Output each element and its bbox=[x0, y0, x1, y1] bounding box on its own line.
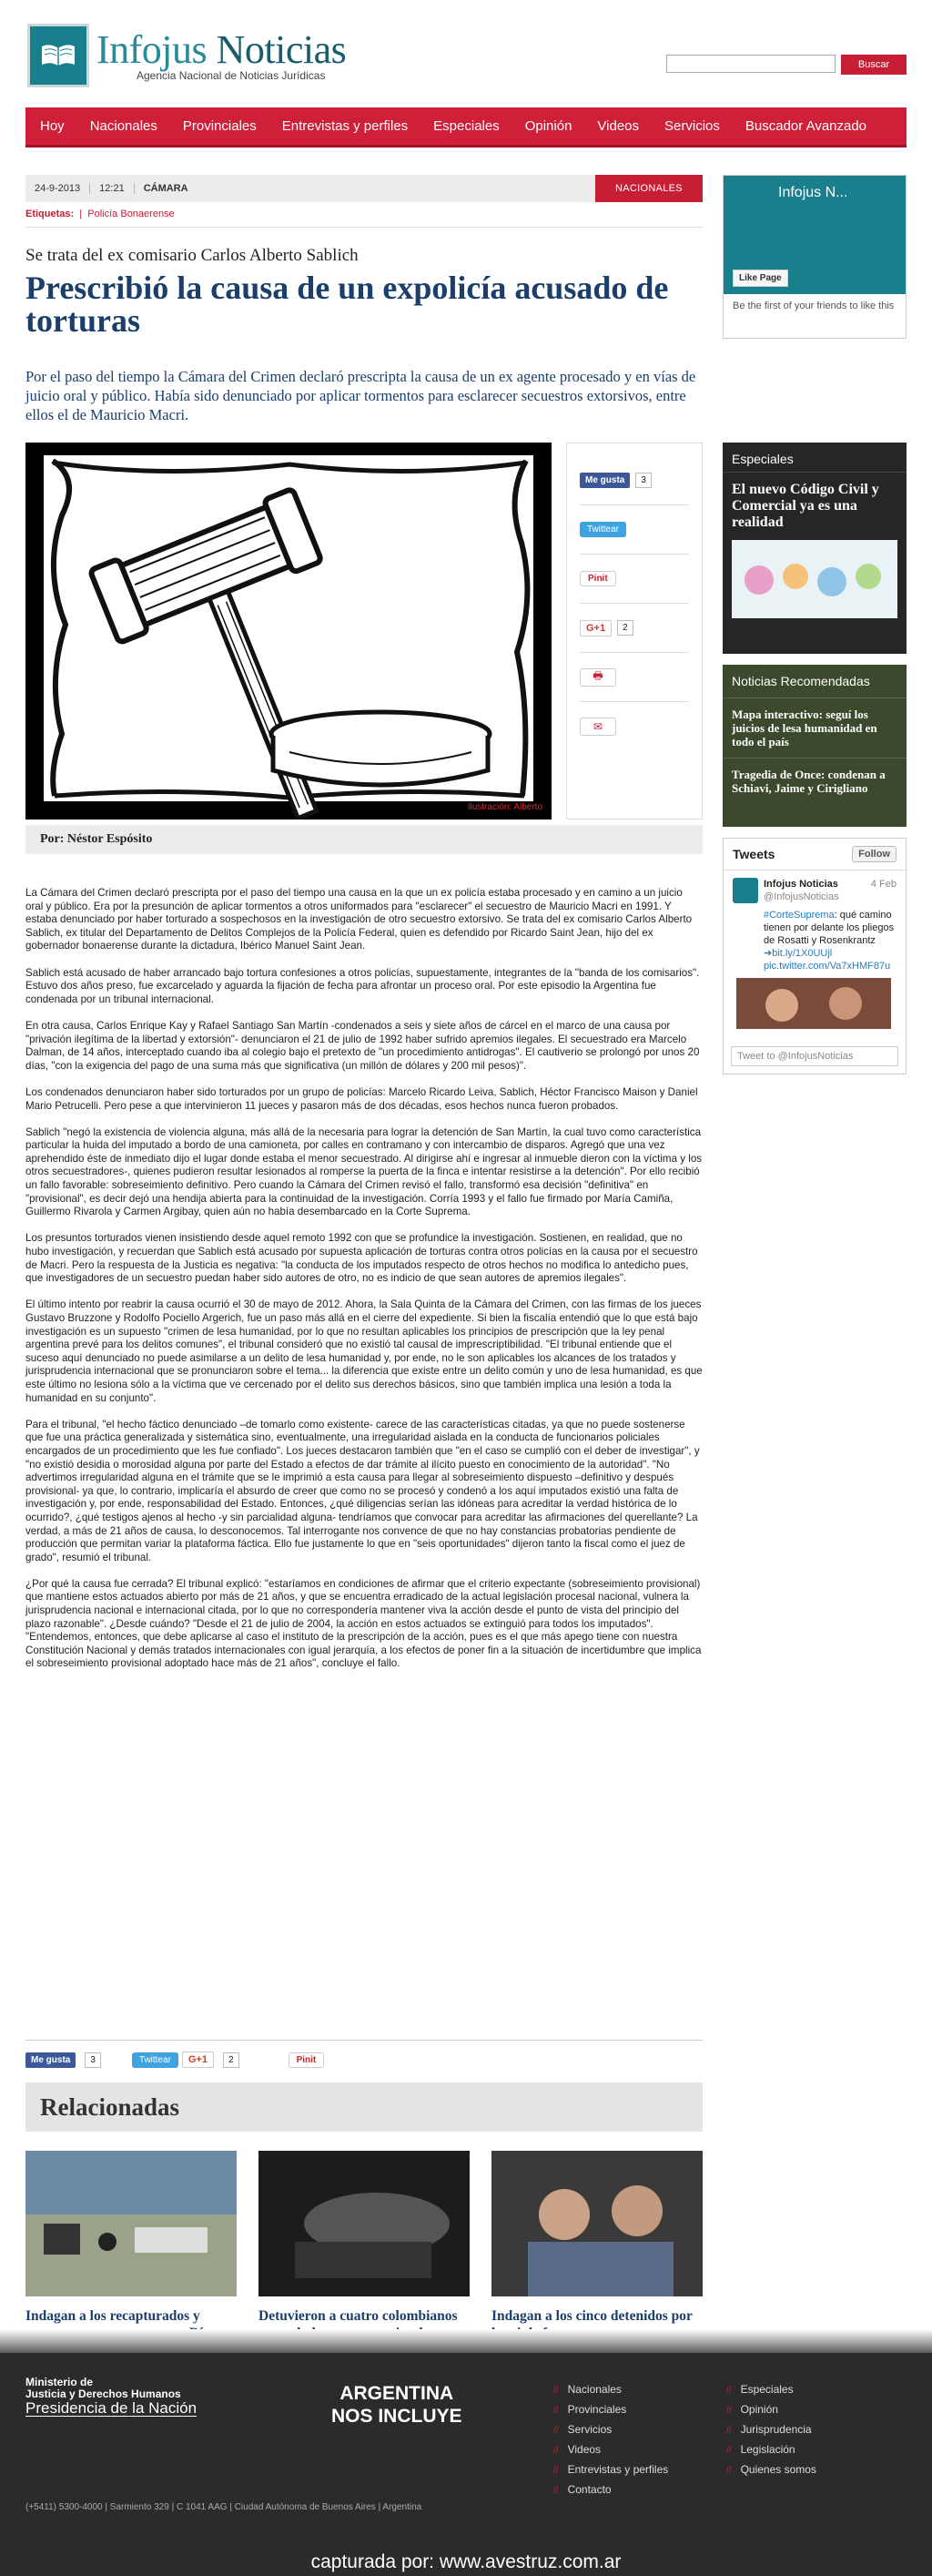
related-item[interactable] bbox=[491, 2151, 703, 2342]
tweet-handle[interactable]: @InfojusNoticias bbox=[764, 891, 839, 902]
tweets-heading: Tweets bbox=[733, 847, 775, 861]
especiales-banner[interactable] bbox=[732, 540, 897, 618]
article-paragraph: En otra causa, Carlos Enrique Kay y Rafael Santiago San Martín -condenados a seis y siete años de cárcel en el marco de una causa por "privación ilegítima de la libertad y extorsión"- denunciaron el 21 de julio de 1992 haber sufrido apremios ilegales. El secuestrado era Marcelo Dalman, de 14 años, interceptado cuando iba al colegio bajo el pretexto de "un procedimiento antidrogas". El cautiverio se prolongó por unos 20 días, "con la exigencia del pago de una suma más que significativa (un millón de dólares y 200 mil pesos)". bbox=[25, 1019, 700, 1072]
article-place: CÁMARA bbox=[143, 183, 188, 194]
footer-link[interactable]: // Nacionales bbox=[553, 2380, 668, 2400]
article-time: 12:21 bbox=[90, 183, 135, 194]
pinterest-button-bottom[interactable]: Pinit bbox=[289, 2052, 325, 2068]
facebook-page-like-button[interactable]: Like Page bbox=[733, 270, 788, 287]
article-paragraph: Sablich "negó la existencia de violencia alguna, más allá de la necesaria para lograr la detención de San Martín, la cual tuvo como característica particular la huida del imputado a bordo de una camioneta, por calles en contramano y con intercambio de disparos. Agregó que una vez aprehendido éste de inmediato dijo el lugar donde estaba el menor secuestrado. Al dirigirse ahí e ingresar al inmueble dieron con la víctima y los otros secuestradores-, quienes pudieron resultar lesionados al romperse la puerta de la finca e intentar resistirse a la detención". Por ello recibió un fallo favorable: sobreseimiento definitivo. Pero cuando la Cámara del Crimen revisó el fallo, transformó esa decisión "definitiva" en "provisional", es decir dejó una hendija abierta para la continuidad de la investigación. Corría 1993 y el fallo fue firmado por María Camiña, Guillermo Rivarola y Carmen Argibay, quien aún no había desembarcado en la Corte Suprema. bbox=[25, 1125, 703, 1218]
site-logo[interactable] bbox=[27, 24, 346, 87]
footer-link[interactable]: // Videos bbox=[553, 2440, 668, 2460]
section-badge[interactable]: NACIONALES bbox=[595, 175, 703, 202]
site-footer bbox=[0, 2353, 932, 2576]
nav-item-entrevistas[interactable]: Entrevistas y perfiles bbox=[281, 118, 409, 134]
nav-item-servicios[interactable]: Servicios bbox=[664, 118, 720, 134]
photo-caption: Ilustración: Alberto bbox=[467, 802, 542, 812]
article-kicker: Se trata del ex comisario Carlos Alberto Sablich bbox=[25, 246, 359, 265]
share-panel bbox=[566, 443, 703, 820]
recomendadas-heading: Noticias Recomendadas bbox=[723, 665, 907, 698]
facebook-like-count-bottom: 3 bbox=[85, 2052, 101, 2068]
search-input[interactable] bbox=[666, 55, 836, 73]
footer-argentina-line2: NOS INCLUYE bbox=[331, 2406, 462, 2427]
footer-link[interactable]: // Entrevistas y perfiles bbox=[553, 2460, 668, 2480]
footer-links-col1 bbox=[553, 2380, 668, 2500]
article-paragraph: La Cámara del Crimen declaró prescripta por el paso del tiempo una causa en la que un ex policía estaba procesado y en camino a un juicio oral y público. Era por la presunción de aplicar tormentos a otros uniformados para "esclarecer" el secuestro de Mauricio Macri en 1991. Y estaba denunciado por haber torturado a sospechosos en la investigación de otro secuestro extorsivo. Se trata del ex comisario Carlos Alberto Sablich, ex titular del Departamento de Delitos Complejos de la Policía Federal, quien es defendido por Ricardo Saint Jean, hijo del ex gobernador bonaerense durante la dictadura, Ibérico Manuel Saint Jean. bbox=[25, 887, 693, 952]
tweet-author[interactable]: Infojus Noticias bbox=[764, 879, 838, 890]
capture-credit: capturada por: www.avestruz.com.ar bbox=[310, 2551, 622, 2572]
facebook-widget bbox=[723, 175, 907, 339]
nav-item-nacionales[interactable]: Nacionales bbox=[89, 118, 157, 134]
logo-word-noticias: Noticias bbox=[216, 27, 347, 72]
article-date: 24-9-2013 bbox=[25, 183, 90, 194]
gplus-button[interactable]: G+1 bbox=[580, 620, 612, 636]
recomendadas-widget bbox=[723, 665, 907, 827]
footer-link[interactable]: // Legislación bbox=[726, 2440, 816, 2460]
gplus-button-bottom[interactable]: G+1 bbox=[182, 2052, 214, 2068]
footer-link[interactable]: // Contacto bbox=[553, 2480, 668, 2500]
article-lead: Por el paso del tiempo la Cámara del Crimen declaró prescripta la causa de un ex agente procesado y en vías de juicio oral y público. Había sido denunciado por aplicar tormentos para esclarecer secuestros extorsivos, entre ellos el de Mauricio Macri. bbox=[25, 368, 696, 423]
facebook-like-button-bottom[interactable]: Me gusta bbox=[25, 2052, 76, 2068]
search-form bbox=[666, 55, 907, 75]
pinterest-button[interactable]: Pinit bbox=[580, 571, 616, 586]
especiales-heading: Especiales bbox=[723, 443, 907, 473]
nav-item-provinciales[interactable]: Provinciales bbox=[182, 118, 257, 134]
twitter-widget bbox=[723, 838, 907, 1074]
article-paragraph: Los presuntos torturados vienen insistiendo desde aquel remoto 1992 con que se profundice la investigación. Sostienen, en realidad, que no hubo investigación, y recuerdan que Sablich está acusado por supuesta aplicación de torturas contra otros policías en la causa por el secuestro de Macri. Pero la respuesta de la Justicia es negativa: "la conducta de los imputados respecto de otros hechos no modifica lo antedicho pues, que investigadores de un secuestro puedan haber sido autores de otro, no es indicio de que sean autores de apremios ilegales". bbox=[25, 1232, 698, 1285]
email-icon[interactable]: ✉ bbox=[580, 718, 616, 736]
tweet-to-input[interactable]: Tweet to @InfojusNoticias bbox=[731, 1046, 898, 1066]
nav-item-especiales[interactable]: Especiales bbox=[433, 118, 500, 134]
article-meta bbox=[25, 175, 703, 202]
related-title[interactable]: Indagan a los cinco detenidos por bbox=[491, 2308, 693, 2324]
tags-label: Etiquetas: bbox=[25, 209, 75, 219]
nav-item-hoy[interactable]: Hoy bbox=[40, 118, 65, 134]
gplus-count-bottom: 2 bbox=[223, 2052, 239, 2068]
nav-item-videos[interactable]: Videos bbox=[597, 118, 640, 134]
especiales-title[interactable]: El nuevo Código Civil y Comercial ya es una realidad bbox=[732, 482, 879, 530]
gplus-count: 2 bbox=[617, 620, 633, 636]
search-button[interactable]: Buscar bbox=[841, 55, 907, 75]
footer-argentina-line1: ARGENTINA bbox=[339, 2383, 454, 2404]
twitter-follow-button[interactable]: Follow bbox=[852, 846, 897, 862]
tag-link[interactable]: Policía Bonaerense bbox=[87, 209, 175, 219]
recomendada-link[interactable]: Tragedia de Once: condenan a Schiavi, Jaime y Cirigliano bbox=[732, 768, 886, 795]
tweet-avatar[interactable] bbox=[733, 878, 758, 903]
logo-word-infojus: Infojus bbox=[96, 27, 208, 72]
facebook-page-name[interactable]: Infojus N... bbox=[778, 185, 848, 200]
print-icon[interactable]: 🖶 bbox=[580, 668, 616, 687]
bottom-share-bar bbox=[25, 2040, 703, 2068]
article-body bbox=[25, 887, 703, 1685]
site-header bbox=[0, 0, 932, 100]
related-title[interactable]: Detuvieron a cuatro colombianos bbox=[258, 2308, 458, 2324]
related-heading: Relacionadas bbox=[25, 2082, 703, 2132]
article-title: Prescribió la causa de un expolicía acusado de torturas bbox=[25, 270, 669, 339]
tweet-photo[interactable] bbox=[736, 978, 891, 1029]
tweet-pic-link[interactable]: pic.twitter.com/Va7xHMF87u bbox=[764, 961, 891, 972]
tags: Etiquetas: | Policía Bonaerense bbox=[25, 209, 703, 228]
related-title[interactable]: Indagan a los recapturados y bbox=[25, 2308, 200, 2324]
main-nav bbox=[25, 107, 907, 148]
footer-ministry-line2: Justicia y Derechos Humanos bbox=[25, 2388, 181, 2400]
recomendada-link[interactable]: Mapa interactivo: seguí los juicios de lesa humanidad en todo el país bbox=[723, 698, 907, 759]
footer-link[interactable]: // Especiales bbox=[726, 2380, 816, 2400]
footer-argentina-logo bbox=[331, 2382, 462, 2428]
twitter-button[interactable]: Twittear bbox=[580, 522, 626, 537]
article-paragraph: Sablich está acusado de haber arrancado bajo tortura confesiones a otros policías, supuestamente, integrantes de la "banda de los comisarios". Estuvo dos años preso, fue excarcelado y aguarda la fijación de fecha para afrontar un proceso oral. Por este episodio la Argentina fue condenada por un tribunal internacional. bbox=[25, 966, 700, 1005]
tweet-hashtag[interactable]: #CorteSuprema bbox=[764, 910, 835, 921]
article-paragraph: ¿Por qué la causa fue cerrada? El tribunal explicó: "estaríamos en condiciones de afirmar que el criterio expectante (sobreseimiento provisional) que mantiene estos actuados abierto por más de 21 años, y que se encuentra erradicado de la actual legislación procesal nacional, vulnera la jurisprudencia nacional e internacional citada, por lo que no correspondería mantener viva la acción desde el punto de vista del principio del plazo razonable". ¿Desde cuándo? "Desde el 21 de julio de 2004, la acción en estos actuados se extinguió para todos los imputados". "Entendemos, entonces, que debe aplicarse al caso el instituto de la prescripción de la acción, pues es el que más apego tiene con nuestra Constitución Nacional y demás tratados internacionales con igual jerarquía, a los efectos de poner fin a la situación de incertidumbre que implica el sobreseimiento provisional adoptado hace más de 21 años", concluye el fallo. bbox=[25, 1577, 702, 1670]
related-thumbnail[interactable] bbox=[491, 2151, 703, 2296]
facebook-like-count: 3 bbox=[635, 473, 652, 488]
logo-subtitle: Agencia Nacional de Noticias Jurídicas bbox=[137, 69, 326, 82]
related-thumbnail[interactable] bbox=[258, 2151, 470, 2296]
facebook-like-button[interactable]: Me gusta bbox=[580, 473, 630, 488]
footer-presidencia: Presidencia de la Nación bbox=[25, 2399, 198, 2417]
footer-links-col2 bbox=[726, 2380, 816, 2480]
facebook-friends-text: Be the first of your friends to like this bbox=[733, 300, 895, 311]
nav-item-opinion[interactable]: Opinión bbox=[524, 118, 572, 134]
footer-link[interactable]: // Servicios bbox=[553, 2420, 668, 2440]
logo-book-icon bbox=[27, 24, 89, 87]
nav-item-buscador[interactable]: Buscador Avanzado bbox=[745, 118, 867, 134]
footer-link[interactable]: // Opinión bbox=[726, 2400, 816, 2420]
footer-ministry[interactable] bbox=[25, 2377, 197, 2417]
article-illustration bbox=[25, 443, 552, 820]
tweet-text: : qué camino tienen por delante los pliegos de Rosatti y Rosenkrantz bbox=[764, 910, 895, 946]
tweet-link[interactable]: ➔bit.ly/1X0UUjl bbox=[764, 948, 833, 959]
tweet-date[interactable]: 4 Feb bbox=[870, 879, 897, 890]
related-item[interactable] bbox=[258, 2151, 470, 2359]
twitter-button-bottom[interactable]: Twittear bbox=[132, 2052, 178, 2068]
related-thumbnail[interactable] bbox=[25, 2151, 237, 2296]
article-paragraph: Los condenados denunciaron haber sido torturados por un grupo de policías: Marcelo Ricardo Leiva, Sablich, Héctor Francisco Maison y Daniel Mario Petrucelli. Pero pese a que intervinieron 11 jueces y pasaron más de dos décadas, esos hechos nunca fueron probados. bbox=[25, 1085, 698, 1112]
footer-ministry-line1: Ministerio de bbox=[25, 2376, 94, 2388]
footer-link[interactable]: // Jurisprudencia bbox=[726, 2420, 816, 2440]
footer-link[interactable]: // Provinciales bbox=[553, 2400, 668, 2420]
article-paragraph: Para el tribunal, "el hecho fáctico denunciado –de tomarlo como existente- carece de las características citadas, ya que no puede sostenerse que fue una práctica generalizada y sistemática sino, eventualmente, una irregularidad aislada en la conducta de funcionarios policiales encargados de un procedimiento que les fue confiado". Los jueces destacaron también que "en el caso se cumplió con el deber de investigar", y "no existió desidia o morosidad alguna por parte del Estado a efectos de dar trámite al ilícito puesto en conocimiento de la autoridad". "No advertimos irregularidad alguna en el trámite que se le imprimió a esta causa para llegar al sobreseimiento dispuesto –definitivo y después provisional- ya que, lo contrario, implicaría el absurdo de creer que como no se procesó y condenó a los aquí imputados existió una falta de investigación y, por ende, responsabilidad del Estado. Entonces, ¿qué diligencias serían las idóneas para acreditar la verdad histórica de lo ocurrido?, ¿qué testigos ajenos al hecho -y sin parcialidad alguna- tendríamos que convocar para acreditar las afirmaciones del querellante? La verdad, a más de 21 años de causa, lo desconocemos. Tal interrogante nos convence de que no hay constancias probatorias pendiente de producción que permitan variar la plataforma fáctica. Ello fue justamente lo que en "seis oportunidades" dijeron tanto la fiscal como el juez de grado", resumió el tribunal. bbox=[25, 1418, 700, 1563]
article-author: Por: Néstor Espósito bbox=[25, 825, 703, 854]
especiales-widget bbox=[723, 443, 907, 654]
article-paragraph: El último intento por reabrir la causa ocurrió el 30 de mayo de 2012. Ahora, la Sala Quinta de la Cámara del Crimen, con las firmas de los jueces Gustavo Bruzzone y Rodolfo Pociello Argerich, fue un paso más allá en el cierre del expediente. Si bien la fiscalía entendió que lo que está bajo investigación es un supuesto "crimen de lesa humanidad, por lo que no resultan aplicables los principios de prescripción que la ley penal argentina prevé para los delitos comunes", el tribunal consideró que no existió tal causal de imprescriptibilidad. "El tribunal entiende que el suceso aquí denunciado no puede asimilarse a un delito de lesa humanidad y, por ende, no le son aplicables los alcances de los tratados y jurisprudencia internacional que se pronunciaron sobre el tema... la diferencia que existe entre un delito común y uno de lesa humanidad, es que este último no lesiona sólo a la víctima que ve cercenado por el delito sus derechos básicos, sino que también implica una lesión a toda la humanidad en su conjunto". bbox=[25, 1298, 703, 1404]
related-item[interactable] bbox=[25, 2151, 237, 2359]
footer-address: (+5411) 5300-4000 | Sarmiento 329 | C 1041 AAG | Ciudad Autónoma de Buenos Aires | Argentina bbox=[25, 2502, 422, 2512]
footer-link[interactable]: // Quienes somos bbox=[726, 2460, 816, 2480]
